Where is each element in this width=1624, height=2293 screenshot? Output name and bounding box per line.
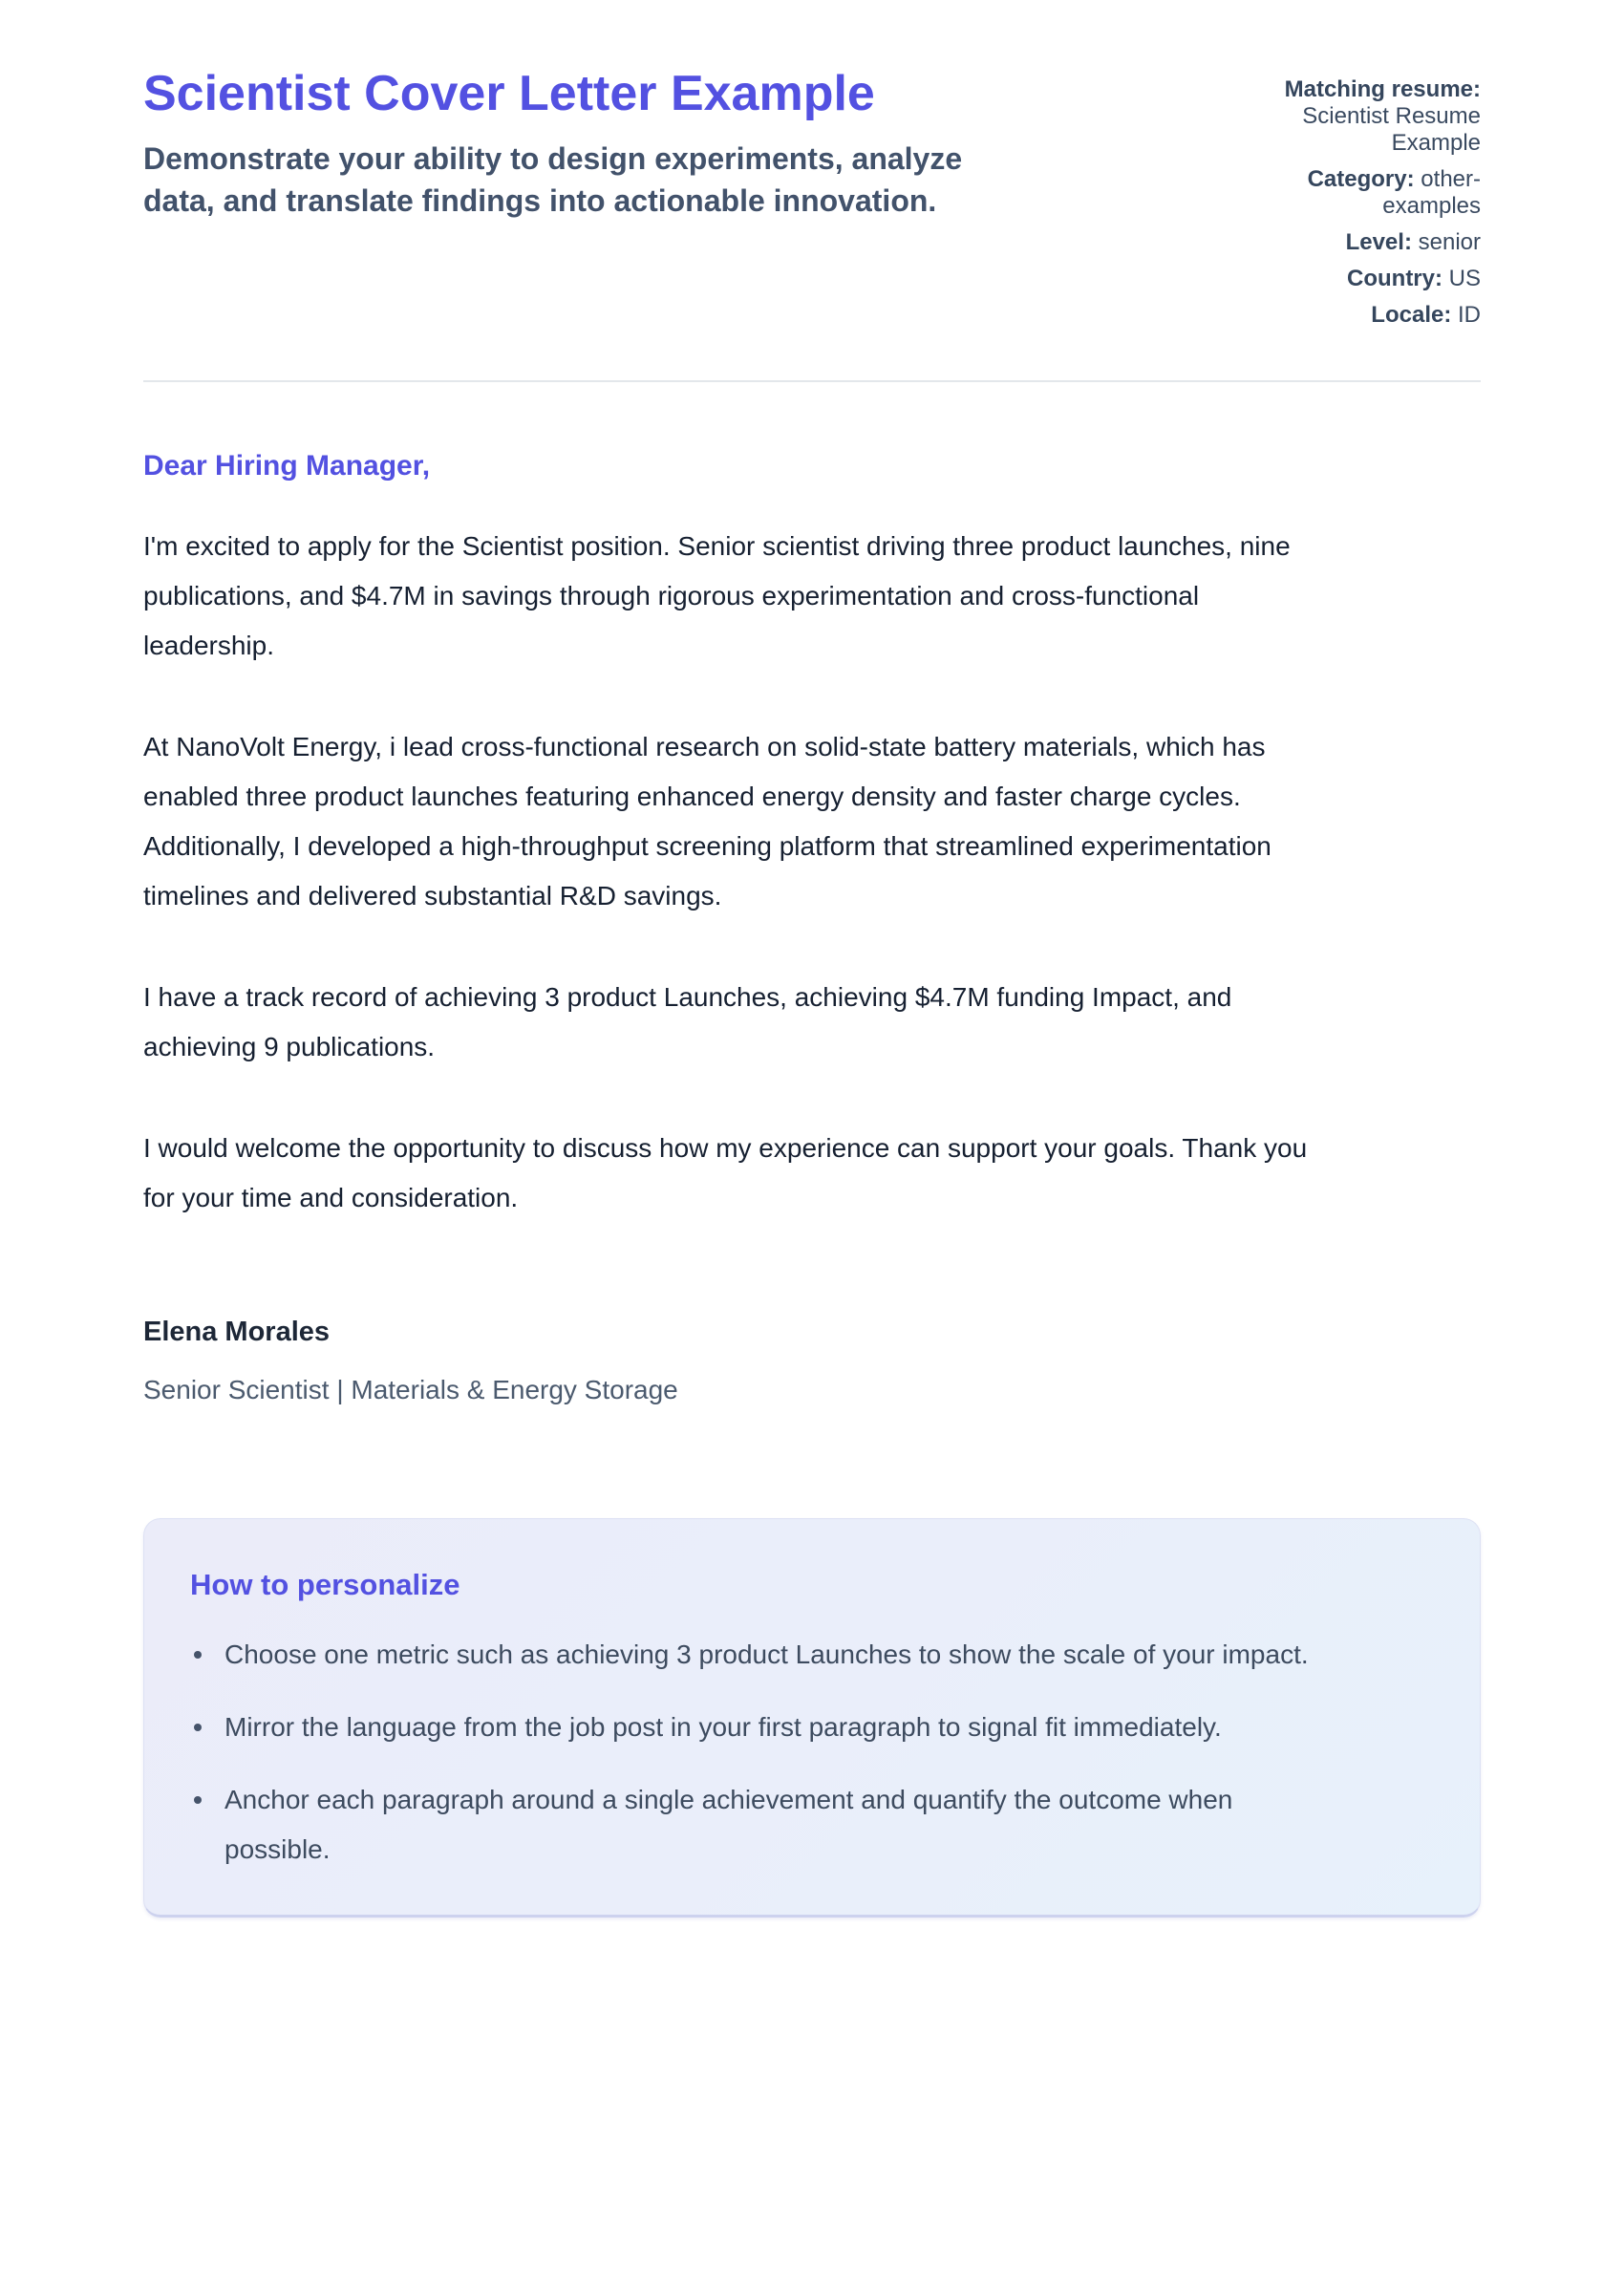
meta-label: Level:	[1345, 229, 1412, 255]
letter-paragraph: I'm excited to apply for the Scientist position. Senior scientist driving three product launches, nine publications, and $4.7M in savings through rigorous experimentation and cross-functional leadership.	[143, 531, 1291, 660]
divider	[143, 380, 1481, 382]
meta-item-level	[1221, 229, 1481, 256]
letter-paragraph: At NanoVolt Energy, i lead cross-functional research on solid-state battery materials, which has enabled three product launches featuring enhanced energy density and faster charge cycles. Additionally, I developed a high-throughput screening platform that streamlined experimentation timelines and delivered substantial R&D savings.	[143, 732, 1271, 911]
tip-text: Mirror the language from the job post in your first paragraph to signal fit immediately.	[224, 1712, 1222, 1742]
meta-value: other-examples	[1382, 166, 1481, 219]
cover-letter-body	[143, 449, 1481, 1409]
meta-value: Scientist Resume Example	[1302, 103, 1481, 156]
page-header	[143, 0, 1481, 329]
meta-label: Country:	[1347, 266, 1442, 291]
letter-paragraph: I would welcome the opportunity to discuss how my experience can support your goals. Thank you for your time and consideration.	[143, 1133, 1308, 1212]
tip-item	[190, 1775, 1317, 1875]
tip-item	[190, 1703, 1317, 1752]
tip-item	[190, 1630, 1317, 1680]
meta-label: Locale:	[1371, 302, 1452, 328]
page-subtitle: Demonstrate your ability to design experiments, analyze data, and translate findings into actionable innovation.	[143, 141, 963, 218]
title-block	[143, 65, 1175, 222]
page-title: Scientist Cover Letter Example	[143, 66, 875, 121]
bullet-icon	[194, 1651, 202, 1659]
resume-meta	[1221, 65, 1481, 329]
meta-value: ID	[1458, 302, 1481, 328]
tips-heading: How to personalize	[190, 1568, 460, 1601]
bullet-icon	[194, 1796, 202, 1804]
meta-item-country	[1221, 266, 1481, 292]
meta-item-matching-resume	[1221, 76, 1481, 157]
meta-label: Category:	[1307, 166, 1415, 192]
personalization-tips-card	[143, 1518, 1481, 1918]
letter-paragraph: I have a track record of achieving 3 product Launches, achieving $4.7M funding Impact, and achieving 9 publications.	[143, 982, 1232, 1061]
tip-text: Anchor each paragraph around a single achievement and quantify the outcome when possible.	[224, 1785, 1233, 1864]
greeting: Dear Hiring Manager,	[143, 450, 431, 482]
meta-item-category	[1221, 166, 1481, 220]
meta-value: senior	[1418, 229, 1481, 255]
meta-value: US	[1448, 266, 1481, 291]
tips-list	[190, 1630, 1434, 1875]
signature-name: Elena Morales	[143, 1317, 331, 1347]
tip-text: Choose one metric such as achieving 3 product Launches to show the scale of your impact.	[224, 1639, 1309, 1669]
signature-role: Senior Scientist | Materials & Energy Storage	[143, 1375, 678, 1404]
meta-item-locale	[1221, 302, 1481, 329]
meta-label: Matching resume:	[1284, 76, 1481, 102]
bullet-icon	[194, 1724, 202, 1731]
